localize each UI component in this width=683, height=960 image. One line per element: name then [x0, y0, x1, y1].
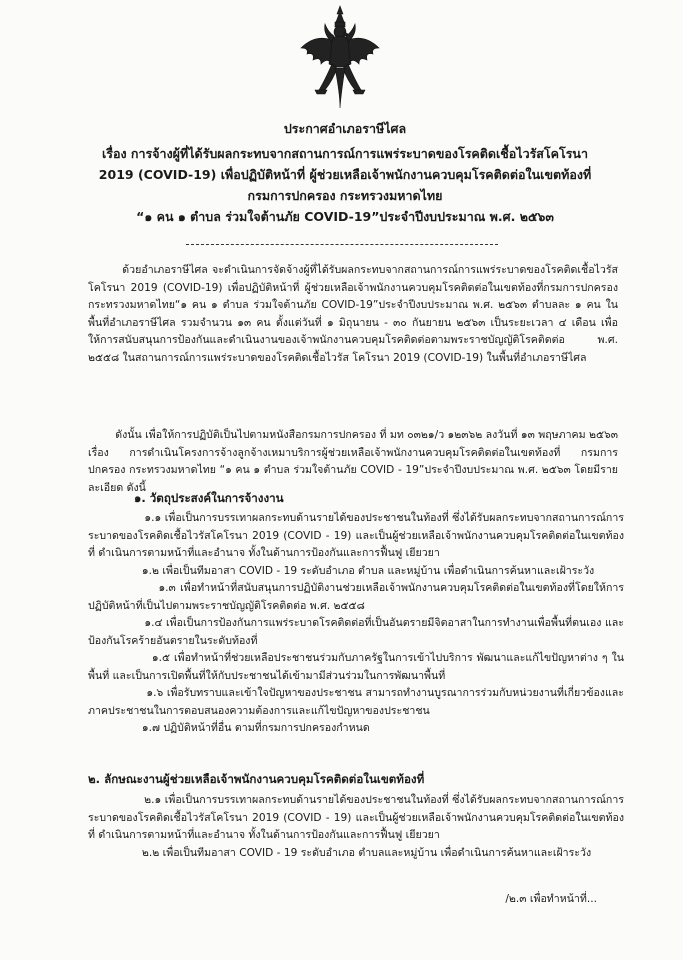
list-item: ๑.๒ เพื่อเป็นทีมอาสา COVID - 19 ระดับอำเภอ ตำบล และหมู่บ้าน เพื่อดำเนินการค้นหาและเฝ้าระวัง — [88, 564, 595, 577]
list-item: ๑.๕ เพื่อทำหน้าที่ช่วยเหลือประชาชนร่วมกับภาครัฐในการเข้าไปบริการ พัฒนาและแก้ไขปัญหาต่าง ๆ ในพื้นที่ และเป็นการเปิดพื้นที่ให้กับประชาชนได้เข้ามามีส่วนร่วมในการพัฒนาพื้นที่ — [88, 652, 624, 682]
section-items — [88, 792, 624, 862]
subject-line: “๑ คน ๑ ตำบล ร่วมใจต้านภัย COVID-19”ประจำปีงบประมาณ พ.ศ. ๒๕๖๓ — [136, 209, 554, 224]
subject-line: 2019 (COVID-19) เพื่อปฏิบัติหน้าที่ ผู้ช่วยเหลือเจ้าพนักงานควบคุมโรคติดต่อในเขตท้องที่ — [98, 167, 592, 182]
body-paragraph: ด้วยอำเภอราษีไศล จะดำเนินการจัดจ้างผู้ที่ได้รับผลกระทบจากสถานการณ์การแพร่ระบาดของโรคติดเชื้อไวรัสโคโรนา 2019 (COVID-19) เพื่อปฏิบัติหน้าที่ ผู้ช่วยเหลือเจ้าพนักงานควบคุมโรคติดต่อในเขตท้องที่กรมการปกครอง กระทรวงมหาดไทย“๑ คน ๑ ตำบล ร่วมใจต้านภัย COVID-19”ประจำปีงบประมาณ พ.ศ. ๒๕๖๓ ตำบลละ ๑ คน ในพื้นที่อำเภอราษีไศล รวมจำนวน ๑๓ คน ตั้งแต่วันที่ ๑ มิถุนายน - ๓๐ กันยายน ๒๕๖๓ เป็นระยะเวลา ๔ เดือน เพื่อให้การสนับสนุนการป้องกันและดำเนินงานของเจ้าพนักงานควบคุมโรคติดต่อตามพระราชบัญญัติโรคติดต่อ พ.ศ. ๒๕๕๘ ในสถานการณ์การแพร่ระบาดของโรคติดเชื้อไวรัส โคโรนา 2019 (COVID-19) ในพื้นที่อำเภอราษีไศล — [88, 264, 622, 364]
section-items — [88, 510, 624, 738]
list-item: ๑.๑ เพื่อเป็นการบรรเทาผลกระทบด้านรายได้ของประชาชนในท้องที่ ซึ่งได้รับผลกระทบจากสถานการณ์การระบาดของโรคติดเชื้อไวรัสโคโรนา 2019 (COVID - 19) และเป็นผู้ช่วยเหลือเจ้าพนักงานควบคุมโรคติดต่อในเขตท้องที่ ดำเนินการตามหน้าที่และอำนาจ ทั้งในด้านการป้องกันและการฟื้นฟู เยียวยา — [88, 512, 624, 559]
section-heading: ๒. ลักษณะงานผู้ช่วยเหลือเจ้าพนักงานควบคุมโรคติดต่อในเขตท้องที่ — [88, 772, 425, 786]
body-paragraph: ดังนั้น เพื่อให้การปฏิบัติเป็นไปตามหนังสือกรมการปกครอง ที่ มท ๐๓๒๑/ว ๑๒๓๖๒ ลงวันที่ ๑๓ พฤษภาคม ๒๕๖๓ เรื่อง การดำเนินโครงการจ้างลูกจ้างเหมาบริการผู้ช่วยเหลือเจ้าพนักงานควบคุมโรคติดต่อในเขตท้องที่ กรมการปกครอง กระทรวงมหาดไทย “๑ คน ๑ ตำบล ร่วมใจต้านภัย COVID - 19”ประจำปีงบประมาณ พ.ศ. ๒๕๖๓ โดยมีรายละเอียด ดังนี้ — [88, 429, 622, 494]
subject-block — [60, 143, 630, 227]
list-item: ๑.๓ เพื่อทำหน้าที่สนับสนุนการปฏิบัติงานช่วยเหลือเจ้าพนักงานควบคุมโรคติดต่อในเขตท้องที่โดยให้การปฏิบัติหน้าที่เป็นไปตามพระราชบัญญัติโรคติดต่อ พ.ศ. ๒๕๕๘ — [88, 582, 624, 612]
list-item: ๑.๗ ปฏิบัติหน้าที่อื่น ตามที่กรมการปกครองกำหนด — [88, 722, 370, 734]
subject-line: กรมการปกครอง กระทรวงมหาดไทย — [247, 188, 443, 203]
garuda-emblem-icon — [297, 4, 383, 114]
list-item: ๒.๑ เพื่อเป็นการบรรเทาผลกระทบด้านรายได้ของประชาชนในท้องที่ ซึ่งได้รับผลกระทบจากสถานการณ์การระบาดของโรคติดเชื้อไวรัสโคโรนา 2019 (COVID - 19) และเป็นผู้ช่วยเหลือเจ้าพนักงานควบคุมโรคติดต่อในเขตท้องที่ ดำเนินการตามหน้าที่และอำนาจ ทั้งในด้านการป้องกันและการฟื้นฟู เยียวยา — [88, 794, 624, 841]
list-item: ๑.๔ เพื่อเป็นการป้องกันการแพร่ระบาดโรคติดต่อที่เป็นอันตรายมีจิตอาสาในการทำงานเพื่อพื้นที่ตนเอง และป้องกันโรคร้ายอันตรายในระดับท้องที่ — [88, 617, 624, 647]
divider — [186, 244, 498, 245]
section-heading: ๑. วัตถุประสงค์ในการจ้างงาน — [134, 491, 284, 505]
page-title: ประกาศอำเภอราษีไศล — [283, 121, 407, 136]
subject-line: เรื่อง การจ้างผู้ที่ได้รับผลกระทบจากสถานการณ์การแพร่ระบาดของโรคติดเชื้อไวรัสโคโรนา — [101, 146, 588, 161]
list-item: ๒.๒ เพื่อเป็นทีมอาสา COVID - 19 ระดับอำเภอ ตำบลและหมู่บ้าน เพื่อดำเนินการค้นหาและเฝ้าระวัง — [88, 846, 592, 859]
continuation-note: /๒.๓ เพื่อทำหน้าที่... — [505, 893, 597, 905]
list-item: ๑.๖ เพื่อรับทราบและเข้าใจปัญหาของประชาชน สามารถทำงานบูรณาการร่วมกับหน่วยงานที่เกี่ยวข้องและภาคประชาชนในการตอบสนองความต้องการและแก้ไขปัญหาของประชาชน — [88, 687, 624, 717]
garuda-emblem-graphic — [297, 4, 383, 114]
